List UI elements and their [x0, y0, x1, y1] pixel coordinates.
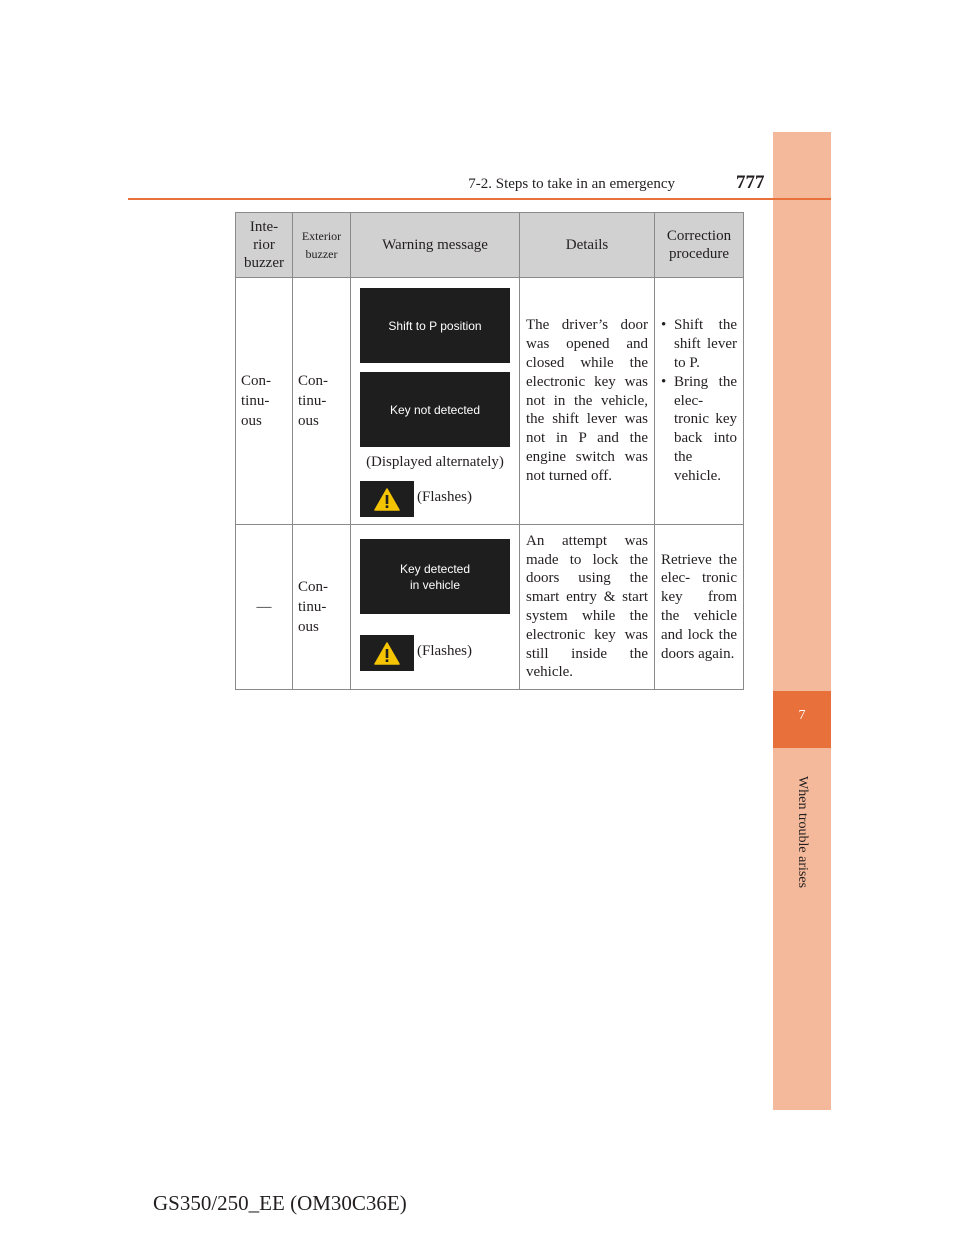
warning-message-cell: [351, 525, 520, 690]
table-row: [236, 525, 744, 690]
correction-list: [661, 316, 737, 485]
col-header-details: Details: [520, 213, 655, 278]
section-title: 7-2. Steps to take in an emergency: [468, 176, 675, 192]
table-header-row: [236, 213, 744, 278]
flash-label: (Flashes): [417, 643, 472, 659]
details-cell: An attempt was made to lock the doors using the smart entry & start system while the electronic key was still inside the vehicle.: [520, 525, 655, 690]
interior-buzzer-cell: —: [236, 525, 293, 690]
col-header-interior-buzzer: Inte- rior buzzer: [236, 213, 293, 278]
display-message: Shift to P position: [360, 288, 510, 363]
chapter-title: When trouble arises: [795, 776, 810, 888]
header-rule: [128, 198, 831, 200]
col-header-warning-message: Warning message: [351, 213, 520, 278]
display-note: (Displayed alternately): [366, 454, 504, 470]
col-header-exterior-buzzer: Exterior buzzer: [293, 213, 351, 278]
interior-buzzer-cell: Con- tinu- ous: [236, 278, 293, 525]
display-message: Key detected in vehicle: [360, 539, 510, 614]
exterior-buzzer-cell: Con- tinu- ous: [293, 525, 351, 690]
warning-message-cell: [351, 278, 520, 525]
warning-table: [235, 212, 744, 690]
flash-label: (Flashes): [417, 489, 472, 505]
chapter-number: 7: [798, 708, 806, 723]
warning-triangle-icon: [360, 635, 414, 671]
col-header-correction-procedure: Correction procedure: [655, 213, 744, 278]
details-cell: The driver’s door was opened and closed while the electronic key was not in the vehicle, the shift lever was not in P and the engine switch was not turned off.: [520, 278, 655, 525]
correction-cell: [655, 278, 744, 525]
list-item: • Shift the shift lever to P.: [661, 316, 737, 372]
correction-cell: Retrieve the elec- tronic key from the vehicle and lock the doors again.: [655, 525, 744, 690]
list-item: • Bring the elec- tronic key back into the vehicle.: [661, 373, 737, 486]
display-message: Key not detected: [360, 372, 510, 447]
chapter-side-tab: [773, 132, 831, 1110]
manual-id: GS350/250_EE (OM30C36E): [153, 1191, 407, 1215]
table-row: [236, 278, 744, 525]
page-number: 777: [736, 172, 765, 193]
exterior-buzzer-cell: Con- tinu- ous: [293, 278, 351, 525]
warning-triangle-icon: [360, 481, 414, 517]
